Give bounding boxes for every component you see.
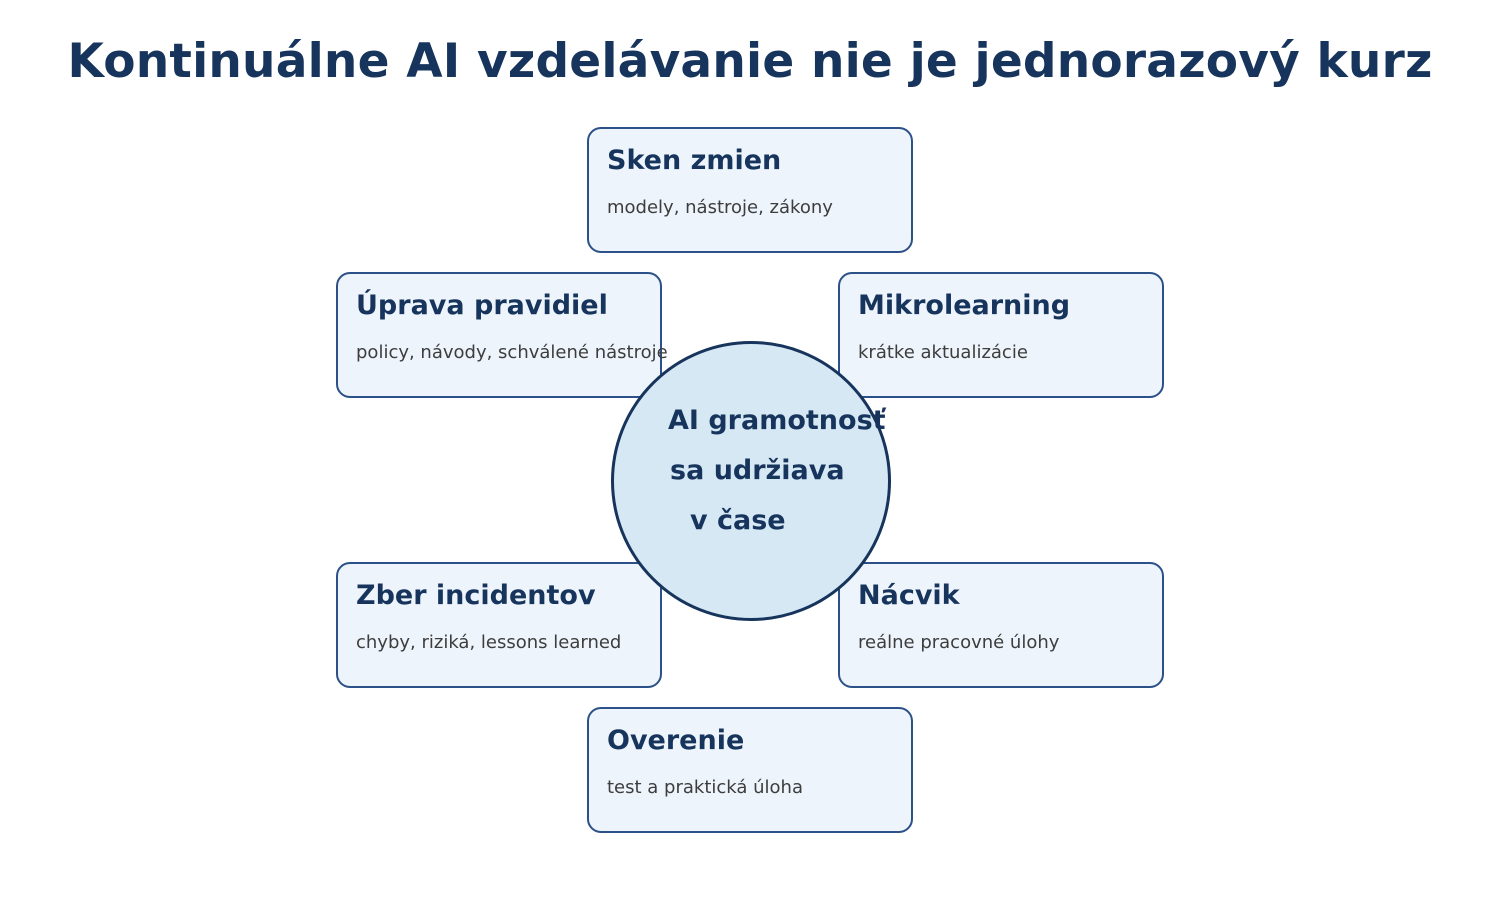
step-subtitle: test a praktická úloha [607, 777, 803, 798]
diagram-title: Kontinuálne AI vzdelávanie nie je jednorazový kurz [67, 34, 1433, 89]
step-subtitle: krátke aktualizácie [858, 342, 1028, 363]
center-label-line-3: v čase [690, 505, 786, 536]
step-subtitle: policy, návody, schválené nástroje [356, 342, 668, 363]
step-card-incidents [336, 562, 662, 688]
center-label-line-1: AI gramotnosť [668, 405, 886, 436]
step-subtitle: chyby, riziká, lessons learned [356, 632, 622, 653]
step-title: Sken zmien [607, 145, 782, 176]
center-label-line-2: sa udržiava [670, 455, 845, 486]
step-title: Overenie [607, 725, 745, 756]
step-card-microlearning [838, 272, 1164, 398]
step-title: Úprava pravidiel [356, 290, 608, 321]
step-subtitle: reálne pracovné úlohy [858, 632, 1060, 653]
step-card-practice [838, 562, 1164, 688]
step-title: Nácvik [858, 580, 960, 611]
step-title: Mikrolearning [858, 290, 1071, 321]
step-card-rules-update [336, 272, 668, 398]
step-subtitle: modely, nástroje, zákony [607, 197, 833, 218]
step-card-scan [587, 127, 913, 253]
step-card-verification [587, 707, 913, 833]
step-title: Zber incidentov [356, 580, 596, 611]
